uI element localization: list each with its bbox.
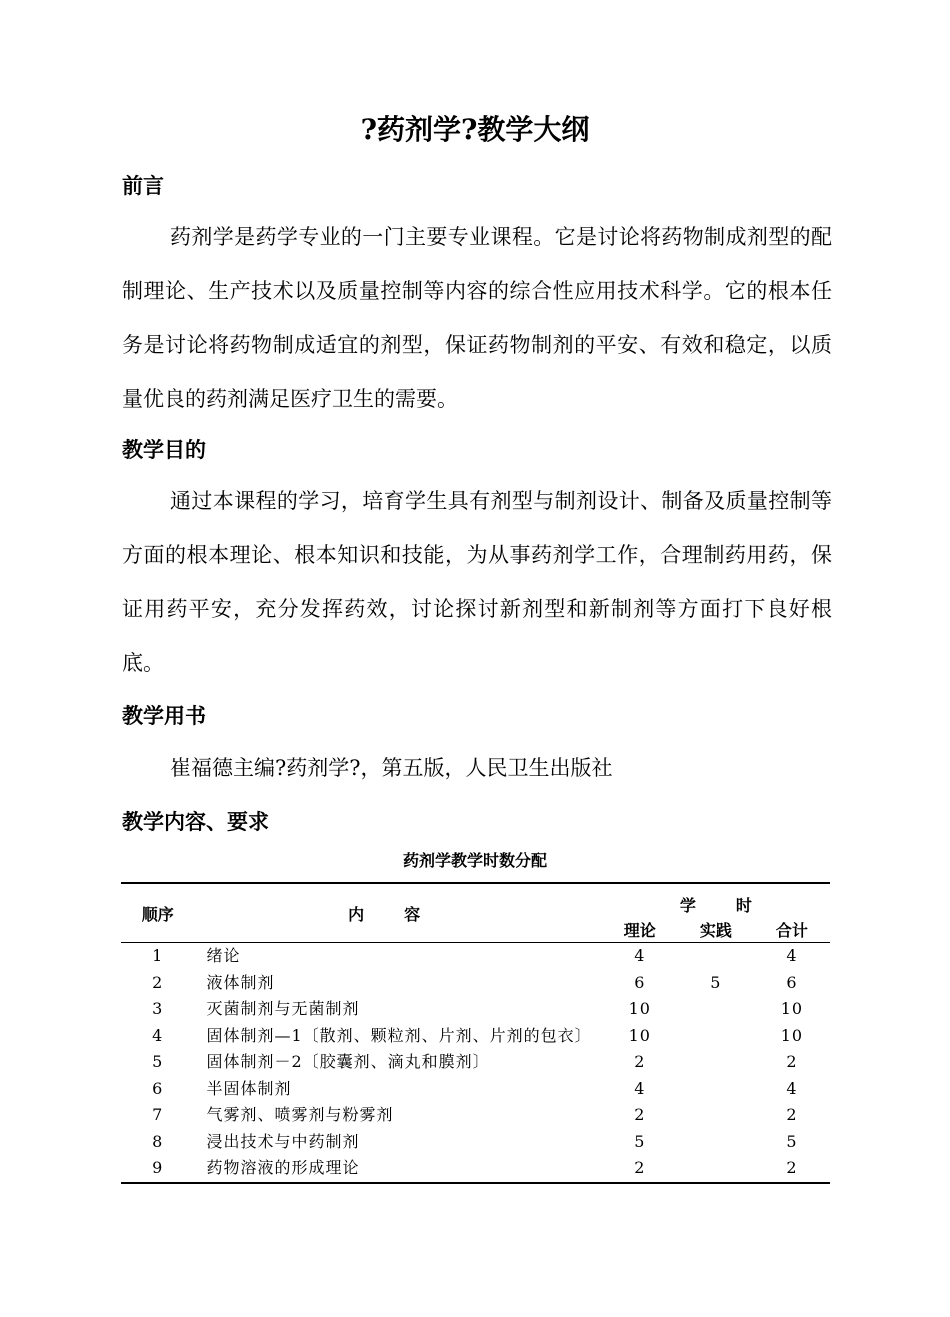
row-theory: 2 — [602, 1155, 678, 1183]
header-hours: 学时 — [602, 883, 830, 916]
row-seq: 7 — [152, 1105, 164, 1124]
row-content: 液体制剂 — [206, 972, 275, 992]
table-row — [121, 1023, 830, 1050]
table-row — [121, 1049, 830, 1076]
table-row — [121, 1102, 830, 1129]
document-title: ?药剂学?教学大纲 — [360, 113, 590, 146]
row-practice — [678, 1129, 754, 1156]
preface-heading: 前言 — [122, 173, 164, 198]
row-theory: 10 — [628, 999, 651, 1018]
row-practice — [678, 1076, 754, 1103]
row-theory: 2 — [634, 1105, 646, 1124]
header-seq: 顺序 — [121, 883, 195, 943]
row-practice — [678, 1102, 754, 1129]
table-row — [121, 1155, 830, 1183]
row-practice — [678, 943, 754, 970]
row-content: 固体制剂－2〔胶囊剂、滴丸和膜剂〕 — [206, 1052, 490, 1071]
row-total: 4 — [786, 946, 798, 965]
table-row — [121, 1129, 830, 1156]
table-row — [121, 970, 830, 997]
table-row — [121, 1076, 830, 1103]
row-total: 2 — [786, 1105, 798, 1124]
row-practice — [678, 1155, 754, 1183]
row-total: 2 — [754, 1155, 830, 1183]
row-content: 浸出技术与中药制剂 — [206, 1131, 360, 1151]
goal-paragraph: 通过本课程的学习，培育学生具有剂型与制剂设计、制备及质量控制等方面的根本理论、根本知识和技能，为从事药剂学工作，合理制药用药，保证用药平安，充分发挥药效，讨论探讨新剂型和新制剂等方面打下良好根底。 — [122, 489, 832, 675]
row-seq: 1 — [152, 946, 164, 965]
row-theory: 10 — [628, 1025, 651, 1045]
preface-paragraph: 药剂学是药学专业的一门主要专业课程。它是讨论将药物制成剂型的配制理论、生产技术以及质量控制等内容的综合性应用技术科学。它的根本任务是讨论将药物制成适宜的剂型，保证药物制剂的平安、有效和稳定，以质量优良的药剂满足医疗卫生的需要。 — [122, 225, 832, 411]
row-seq: 8 — [152, 1131, 164, 1151]
row-theory: 5 — [634, 1131, 646, 1151]
content-heading: 教学内容、要求 — [122, 809, 269, 834]
row-seq: 4 — [152, 1025, 164, 1045]
row-total: 10 — [780, 1025, 804, 1045]
row-seq: 9 — [121, 1155, 195, 1183]
row-practice — [678, 996, 754, 1023]
hours-allocation-table — [121, 882, 830, 1184]
book-paragraph: 崔福德主编?药剂学?，第五版，人民卫生出版社 — [170, 756, 613, 780]
row-seq: 3 — [152, 999, 164, 1018]
row-theory: 2 — [634, 1052, 646, 1071]
header-theory: 理论 — [602, 916, 678, 943]
row-total: 10 — [780, 999, 804, 1018]
row-seq: 6 — [152, 1078, 164, 1098]
row-practice — [678, 1049, 754, 1076]
row-practice — [678, 1023, 754, 1050]
book-heading: 教学用书 — [122, 703, 206, 728]
row-content: 固体制剂—1〔散剂、颗粒剂、片剂、片剂的包衣〕 — [206, 1025, 592, 1045]
table-row — [121, 996, 830, 1023]
row-total: 5 — [786, 1131, 798, 1151]
row-content: 半固体制剂 — [206, 1078, 292, 1098]
row-content: 气雾剂、喷雾剂与粉雾剂 — [206, 1105, 394, 1124]
row-seq: 5 — [152, 1052, 164, 1071]
row-total: 6 — [786, 972, 798, 992]
row-seq: 2 — [152, 972, 164, 992]
row-practice: 5 — [710, 972, 722, 992]
row-theory: 4 — [634, 1078, 646, 1098]
table-caption: 药剂学教学时数分配 — [402, 851, 547, 870]
table-header-row — [121, 883, 830, 916]
header-content: 内容 — [195, 883, 602, 943]
row-content: 灭菌制剂与无菌制剂 — [206, 999, 360, 1018]
goal-heading: 教学目的 — [122, 437, 206, 462]
header-total: 合计 — [754, 916, 830, 943]
row-total: 2 — [786, 1052, 798, 1071]
header-practice: 实践 — [678, 916, 754, 943]
row-content: 药物溶液的形成理论 — [195, 1155, 602, 1183]
row-theory: 4 — [634, 946, 646, 965]
row-theory: 6 — [634, 972, 646, 992]
table-row — [121, 943, 830, 970]
row-content: 绪论 — [206, 946, 241, 965]
row-total: 4 — [786, 1078, 798, 1098]
